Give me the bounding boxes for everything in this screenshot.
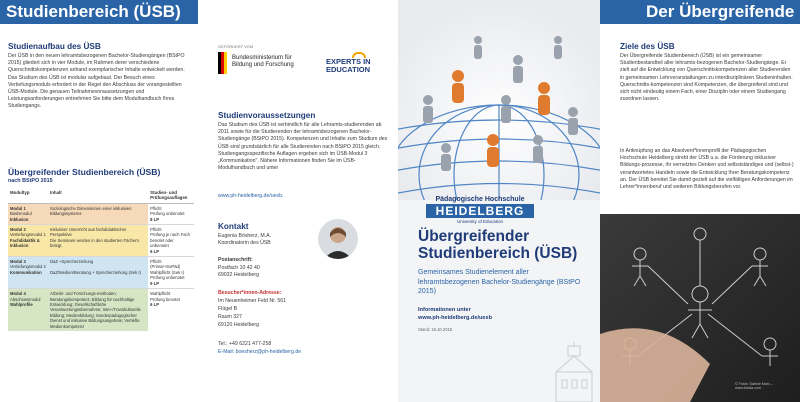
university-logo: Pädagogische Hochschule HEIDELBERG University of Education	[420, 196, 540, 224]
postal-label: Postanschrift:	[218, 257, 253, 263]
table-row: Modul 3 Vertiefungsmodul 2 Kommunikation DaZ +Sprecherziehung DaZ/Medien/Beratung + Sprecherziehung (Sek I) Pflicht (Primar+SoPäd) Wahlpflicht (Sek I) Prüfung unbenotet 9 LP	[8, 257, 194, 289]
table-title: Übergreifender Studienbereich (ÜSB)	[8, 167, 161, 177]
visitor-line: Im Neuenheimer Feld Nr. 561	[218, 298, 287, 304]
panel-inside-left	[0, 0, 198, 402]
date-stamp: Stand: 15.10.2015	[418, 327, 453, 332]
panel-cover	[398, 0, 600, 402]
goals-body-2: In Anknüpfung an das Absolvent*innenprofil der Pädagogischen Hochschule Heidelberg strebt der ÜSB u.a. die Förderung inklusiver Bildungs-prozesse, ihr vernetztes Denken und selbstständiges und (selbst-) verantwortetes Handeln sowie die Entwicklung Ihrer Beratungskompetenz an. Der ÜSB bereitet Sie damit gezielt auf die vielfältigen Anforderungen im Lehrer*innenberuf und weiteren Bildungsberufen vor.	[620, 148, 794, 191]
col-header: Inhalt	[48, 188, 148, 203]
experts-logo: EXPERTS IN EDUCATION	[326, 60, 386, 74]
visitor-line: Flügel B	[218, 306, 238, 312]
requirements-heading: Studienvoraussetzungen	[218, 111, 316, 120]
module-table	[8, 188, 194, 331]
contact-role: Koordinatorin des ÜSB	[218, 240, 271, 246]
building-icon	[548, 342, 600, 402]
panel-inside-right	[600, 0, 800, 402]
photo-credit: © Fotos: Sabine Marx – www.fotolia.com	[735, 382, 773, 390]
requirements-body: Das Studium des ÜSB ist verbindlich für alle Lehramts-studierenden ab 2011 sowie für die Studierenden der lehramtsbezogenen Bachelor-Studiengänge (BStPO 2015). Kompetenzen und Inhalte zum Studium des ÜSB sind grundsätzlich für alle Studierenden nach BStPO 2015 gleich. Studiengangsspezifische Auflagen ergeben sich im ÜSB-Modul 3 „Kommunikation". Nähere Informationen finden Sie im ÜSB-Modulhandbuch und unter	[218, 122, 388, 172]
visitor-line: Raum 327	[218, 314, 242, 320]
contact-heading: Kontakt	[218, 222, 249, 231]
ministry-name: Bundesministerium für Bildung und Forschung	[232, 55, 294, 69]
table-row: Modul 2 Vertiefungsmodul 1 Fachdidaktik & Inklusion Inklusiver Unterricht aus fachdidaktischer Perspektive Die Seminare werden in den studierten Fächern belegt. Pflicht Prüfung je nach Fach benotet oder unbenotet 6 LP	[8, 225, 194, 257]
section-body: Der ÜSB in den neuen lehramtsbezogenen Bachelor-Studiengängen (BStPO 2015) gliedert sich in vier Module, im Rahmen derer verschiedene Querschnittskompetenzen anhand exemplarischer Inhalte entwickelt werden. Das Studium des ÜSB ist modular aufgebaut. Der Besuch eines Vertiefungsmoduls erfordert in der Regel den Abschluss der vorangestellten ÜSB-Module. Die genauen Teilnahmevoraussetzungen und Leistungsanforderungen entnehmen Sie bitte dem Modulhandbuch Ihres Studiengangs.	[8, 53, 185, 110]
col-header: Studien- und Prüfungsauflagen	[148, 188, 194, 203]
goals-body-1: Der Übergreifende Studienbereich (ÜSB) ist ein gemeinsamer Studienbestandteil aller lehramts-bezogenen Bachelor-Studiengänge. Er zielt auf die Entwicklung von Querschnittskompetenzen aller Studierenden in gemeinsamen Lehrveranstaltungen zu interdisziplinären Studieninhalten. Querschnitts-kompetenzen sind Kompetenzen, die übergreifend sind und sich nicht eindeutig einem Fach, einer Disziplin oder einem Studiengang zuordnen lassen.	[620, 53, 793, 103]
table-subtitle: nach BStPO 2015	[8, 178, 53, 184]
contact-name: Eugenia Bösherz, M.A.	[218, 233, 272, 239]
phone: Tel.: +49 6221 477-258	[218, 341, 272, 347]
sponsor-label: GEFÖRDERT VOM	[218, 44, 254, 49]
avatar	[318, 219, 358, 259]
postal-line: Postfach 10 42 40	[218, 265, 260, 271]
postal-line: 69032 Heidelberg	[218, 272, 259, 278]
table-row: Modul 4 Abschlussmodul Wahlprofile Arbeits- und Forschungs-methoden; Beratungskompetenz; Bildung für nachhaltige Entwicklung; Gesellschaftliche Verantwortungsübernahme; Inter-/Transkulturelle Bildung; Medienbildung; Sonderpädagogischer Dienst und inklusive Bildungsangebote; Vertiefte Medienkompetenz Wahlpflicht Prüfung benotet 6 LP	[8, 289, 194, 331]
cover-title: Übergreifender Studienbereich (ÜSB)	[418, 228, 578, 262]
col-header: Modultyp	[8, 188, 48, 203]
globe-people-graphic	[398, 0, 600, 200]
visitor-label: Besucher*innen-Adresse:	[218, 290, 282, 296]
section-heading: Studienaufbau des ÜSB	[8, 42, 101, 51]
info-label: Informationen unter	[418, 307, 471, 313]
visitor-line: 69120 Heidelberg	[218, 322, 259, 328]
info-link[interactable]: www.ph-heidelberg.de/uesb	[418, 315, 493, 321]
banner-title: Studienbereich (ÜSB)	[0, 0, 198, 24]
table-row: Modul 1 Basismodul Inklusion Soziologische Dimensionen einer inklusiven Bildungssystems Pflicht Prüfung unbenotet 8 LP	[8, 203, 194, 224]
chalkboard-photo	[600, 214, 800, 402]
panel-inside-middle	[198, 0, 398, 402]
email-link[interactable]: E-Mail: boesherz@ph-heidelberg.de	[218, 349, 302, 355]
eagle-icon	[218, 52, 228, 74]
banner-title: Der Übergreifende	[600, 0, 800, 24]
cover-subtitle: Gemeinsames Studienelement aller lehramtsbezogenen Bachelor-Studiengänge (BStPO 2015)	[418, 269, 581, 295]
goals-heading: Ziele des ÜSB	[620, 42, 675, 51]
uesb-link[interactable]: www.ph-heidelberg.de/uesb.	[218, 193, 284, 199]
